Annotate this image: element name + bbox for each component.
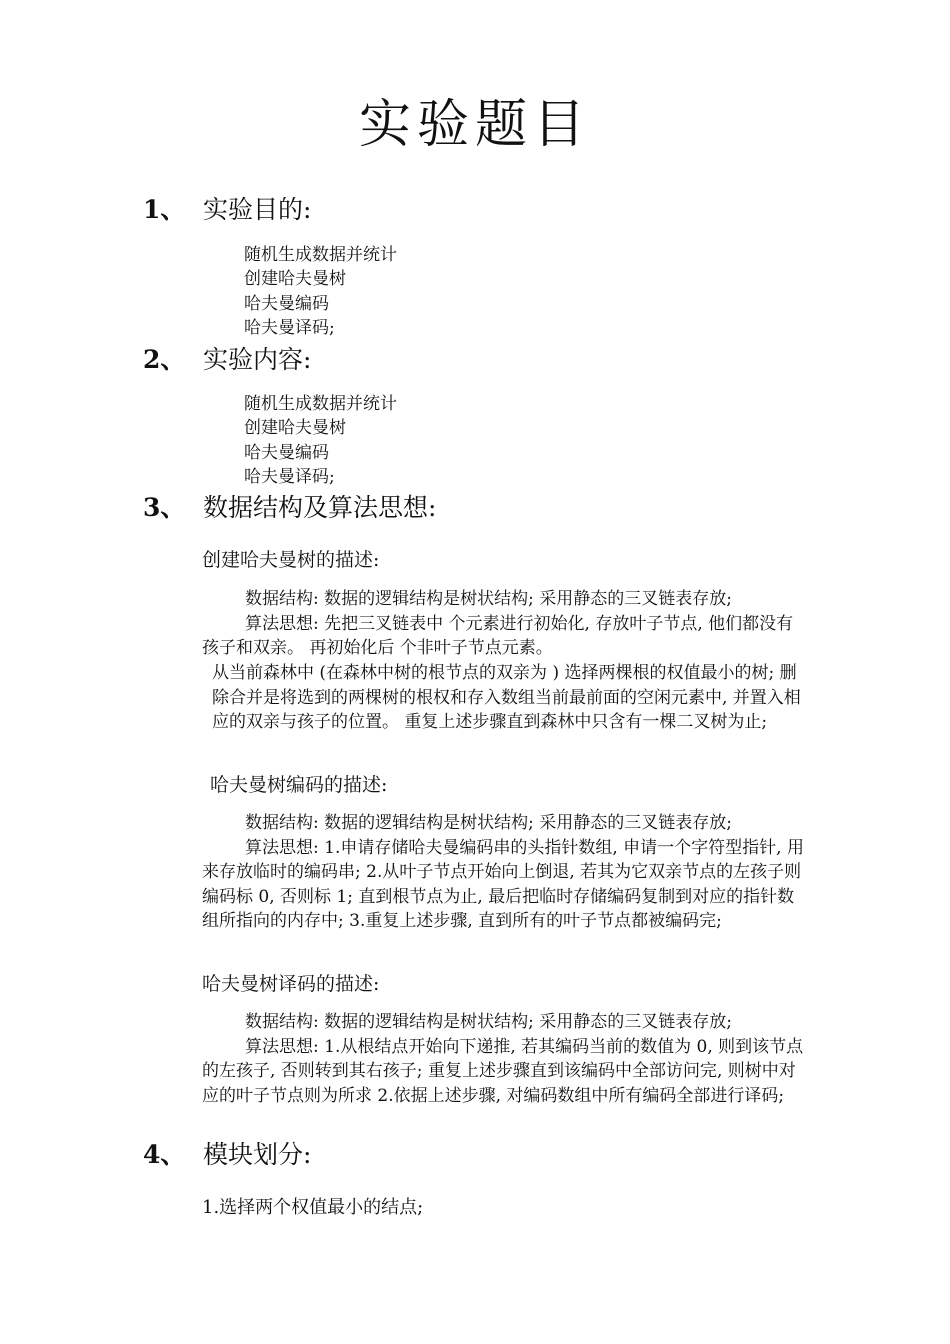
module-line: 1.选择两个权值最小的结点; [202,1197,424,1218]
subsection-title: 哈夫曼树编码的描述: [210,774,388,796]
subsection-title: 哈夫曼树译码的描述: [202,973,380,995]
data-structure-text: 数据结构: 数据的逻辑结构是树状结构; 采用静态的三叉链表存放; [245,1012,732,1032]
document-title: 实验题目 [358,95,591,155]
subsection-title: 创建哈夫曼树的描述: [202,549,380,571]
paragraph [202,811,805,934]
paragraph [202,1010,805,1108]
section-title: 实验目的: [203,195,312,224]
section-number: 1、 [143,195,186,224]
list-item: 哈夫曼编码 [244,443,329,463]
algorithm-text: 算法思想: 1.从根结点开始向下递推, 若其编码当前的数值为 0, 则到该节点的左孩子, 否则转到其右孩子; 重复上述步骤直到该编码中全部访问完, 则树中对应的叶子节点则为所求 2.依据上述步骤, 对编码数组中所有编码全部进行译码; [202,1036,804,1106]
paragraph [212,661,806,735]
section-title: 数据结构及算法思想: [203,493,437,522]
list-item: 随机生成数据并统计 [244,245,397,265]
list-item: 随机生成数据并统计 [244,394,397,414]
paragraph [202,587,805,661]
algorithm-text: 算法思想: 先把三叉链表中 个元素进行初始化, 存放叶子节点, 他们都没有孩子和双亲。 再初始化后 个非叶子节点元素。 [202,613,794,658]
list-item: 创建哈夫曼树 [244,269,346,289]
list-item: 创建哈夫曼树 [244,418,346,438]
list-item: 哈夫曼译码; [244,467,335,487]
list-item: 哈夫曼编码 [244,294,329,314]
algorithm-text: 算法思想: 1.申请存储哈夫曼编码串的头指针数组, 申请一个字符型指针, 用来存放临时的编码串; 2.从叶子节点开始向上倒退, 若其为它双亲节点的左孩子则编码标 0, 否则标 1; 直到根节点为止, 最后把临时存储编码复制到对应的指针数组所指向的内存中; 3.重复上述步骤, 直到所有的叶子节点都被编码完; [202,837,804,931]
continuation-text: 从当前森林中 (在森林中树的根节点的双亲为 ) 选择两棵根的权值最小的树; 删除合并是将选到的两棵树的根权和存入数组当前最前面的空闲元素中, 并置入相应的双亲与孩子的位置。 重复上述步骤直到森林中只含有一棵二叉树为止; [212,663,801,732]
section-number: 4、 [143,1140,186,1169]
section-title: 实验内容: [203,345,312,374]
section-title: 模块划分: [203,1140,312,1169]
data-structure-text: 数据结构: 数据的逻辑结构是树状结构; 采用静态的三叉链表存放; [245,813,732,833]
list-item: 哈夫曼译码; [244,318,335,338]
section-number: 3、 [143,493,186,522]
data-structure-text: 数据结构: 数据的逻辑结构是树状结构; 采用静态的三叉链表存放; [245,589,732,609]
section-number: 2、 [143,345,186,374]
